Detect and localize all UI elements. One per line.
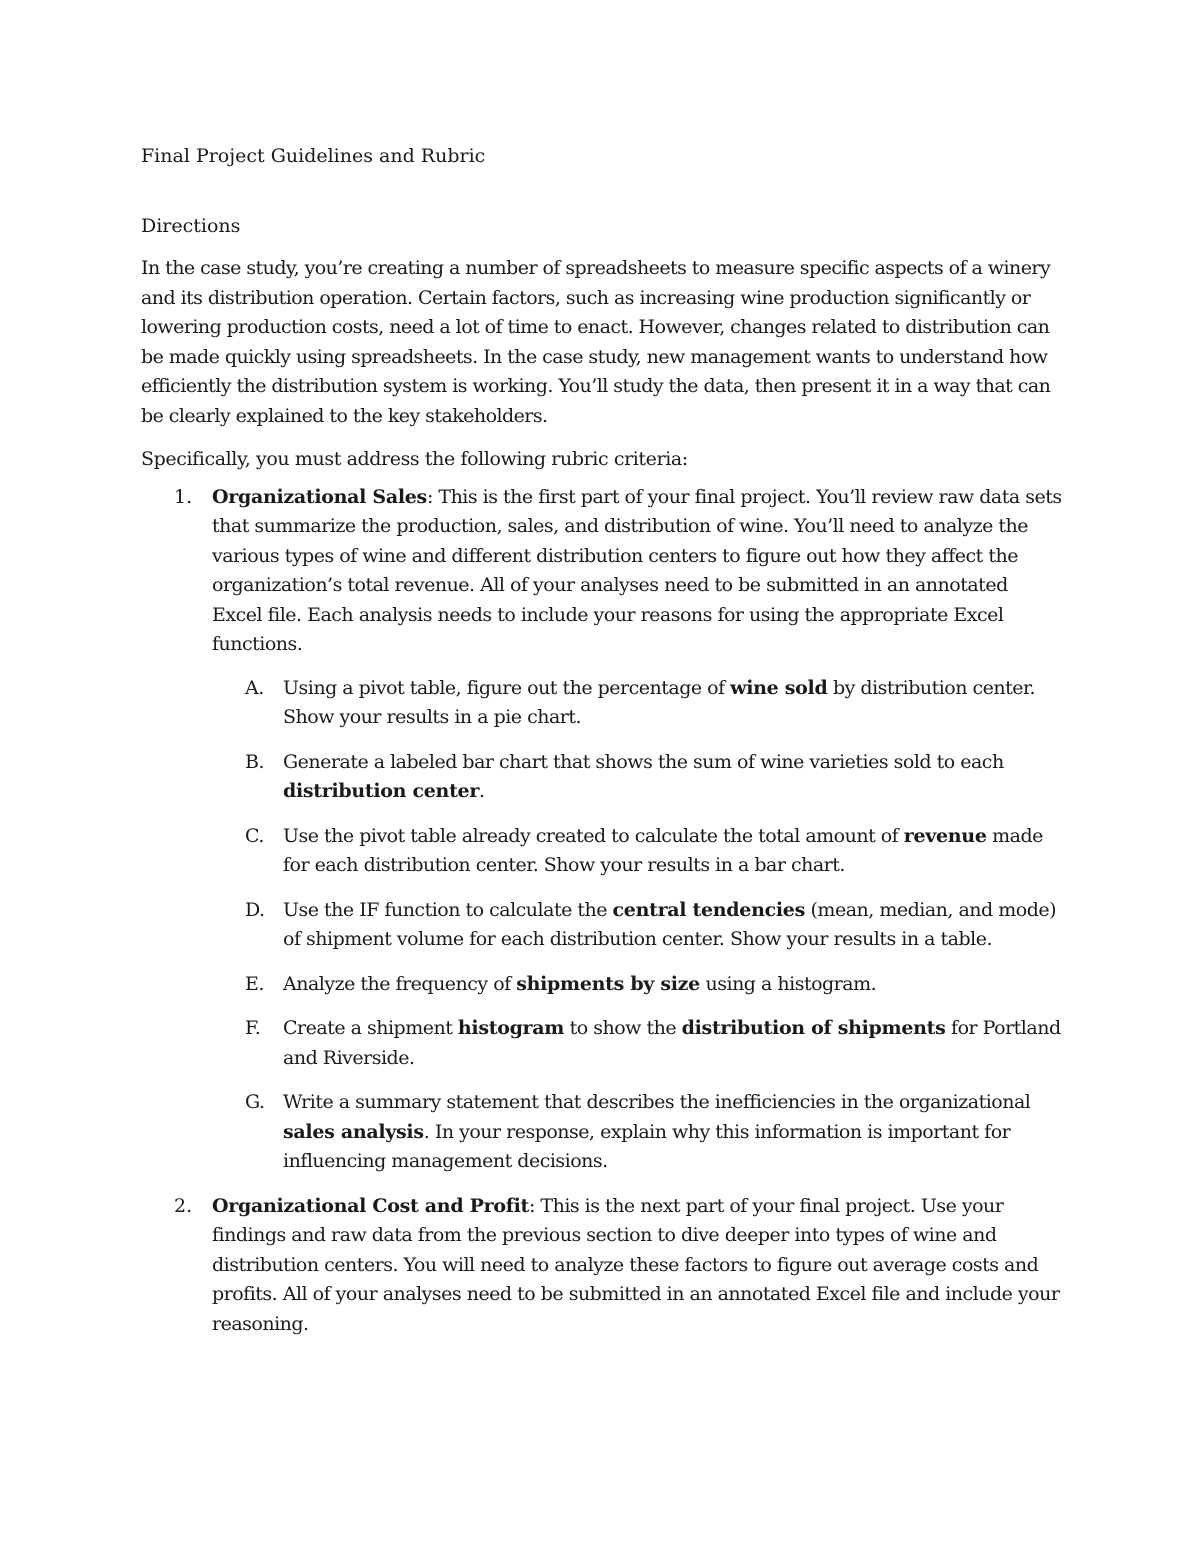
criterion-subitems	[212, 674, 1066, 1177]
subitem-emphasis: revenue	[903, 824, 987, 847]
subitem-text: made for each distribution center. Show your results in a bar chart.	[283, 824, 1043, 876]
subitem-text: to show the	[564, 1017, 682, 1039]
intro-paragraph: In the case study, you’re creating a number of spreadsheets to measure specific aspects of a winery and its distribution operation. Certain factors, such as increasing wine production significantly or lowering production costs, need a lot of time to enact. However, changes related to distribution can be made quickly using spreadsheets. In the case study, new management wants to understand how efficiently the distribution system is working. You’ll study the data, then present it in a way that can be clearly explained to the key stakeholders.	[141, 257, 1051, 427]
subitem-emphasis: histogram	[457, 1017, 565, 1039]
criterion-text: : This is the next part of your final project. Use your findings and raw data from the previous section to dive deeper into types of wine and distribution centers. You will need to analyze these factors to figure out average costs and profits. All of your analyses need to be submitted in an annotated Excel file and include your reasoning.	[212, 1194, 1060, 1335]
criterion-item	[141, 483, 1066, 1177]
subitem-d	[212, 896, 1068, 955]
subitem-emphasis: wine sold	[730, 676, 828, 699]
subitem-text: Using a pivot table, figure out the percentage of	[283, 676, 731, 699]
criterion-body	[212, 1192, 1062, 1340]
subitem-letter: D.	[245, 898, 265, 921]
criterion-body	[212, 483, 1062, 660]
subitem-emphasis: sales analysis	[283, 1120, 424, 1143]
subitem-a	[212, 674, 1068, 733]
criterion-title: Organizational Sales	[212, 485, 427, 508]
subitem-letter: C.	[245, 824, 264, 847]
subitem-emphasis: distribution center	[283, 780, 480, 802]
criteria-lead-in: Specifically, you must address the following rubric criteria:	[141, 448, 688, 470]
subitem-emphasis: central tendencies	[612, 898, 805, 921]
subitem-text: Generate a labeled bar chart that shows the sum of wine varieties sold to each	[283, 750, 1004, 773]
subitem-letter: A.	[245, 676, 264, 699]
directions-heading: Directions	[141, 215, 241, 237]
subitem-text: using a histogram.	[699, 972, 877, 995]
rubric-criteria-list	[141, 483, 1066, 1340]
criterion-text: : This is the first part of your final project. You’ll review raw data sets that summarize the production, sales, and distribution of wine. You’ll need to analyze the various types of wine and different distribution centers to figure out how they affect the organization’s total revenue. All of your analyses need to be submitted in an annotated Excel file. Each analysis needs to include your reasons for using the appropriate Excel functions.	[212, 485, 1062, 655]
criterion-number: 2.	[174, 1194, 193, 1217]
subitem-letter: E.	[245, 972, 264, 995]
subitem-c	[212, 822, 1068, 881]
subitem-text: by distribution center. Show your results in a pie chart.	[283, 676, 1036, 728]
subitem-text: Write a summary statement that describes the inefficiencies in the organizational	[283, 1091, 1031, 1113]
subitem-text: . In your response, explain why this information is important for influencing management decisions.	[283, 1120, 1011, 1172]
criterion-number: 1.	[174, 485, 193, 508]
subitem-letter: F.	[245, 1017, 261, 1039]
document-page	[141, 140, 1066, 1349]
criterion-item	[141, 1192, 1066, 1340]
subitem-f	[212, 1014, 1068, 1073]
subitem-b	[212, 748, 1068, 807]
subitem-text: Use the IF function to calculate the	[283, 898, 613, 921]
subitem-emphasis: distribution of shipments	[681, 1017, 946, 1039]
subitem-text: .	[479, 780, 485, 802]
criterion-title: Organizational Cost and Profit	[212, 1194, 529, 1217]
document-title: Final Project Guidelines and Rubric	[141, 145, 486, 167]
subitem-g	[212, 1088, 1068, 1177]
subitem-text: Use the pivot table already created to calculate the total amount of	[283, 824, 904, 847]
subitem-letter: B.	[245, 750, 265, 773]
subitem-e	[212, 970, 1068, 1000]
subitem-text: Create a shipment	[283, 1017, 458, 1039]
subitem-text: Analyze the frequency of	[283, 972, 517, 995]
subitem-text: for Portland and Riverside.	[283, 1017, 1061, 1069]
subitem-emphasis: shipments by size	[516, 972, 700, 995]
subitem-text: (mean, median, and mode) of shipment volume for each distribution center. Show your results in a table.	[283, 898, 1057, 950]
subitem-letter: G.	[245, 1091, 265, 1113]
